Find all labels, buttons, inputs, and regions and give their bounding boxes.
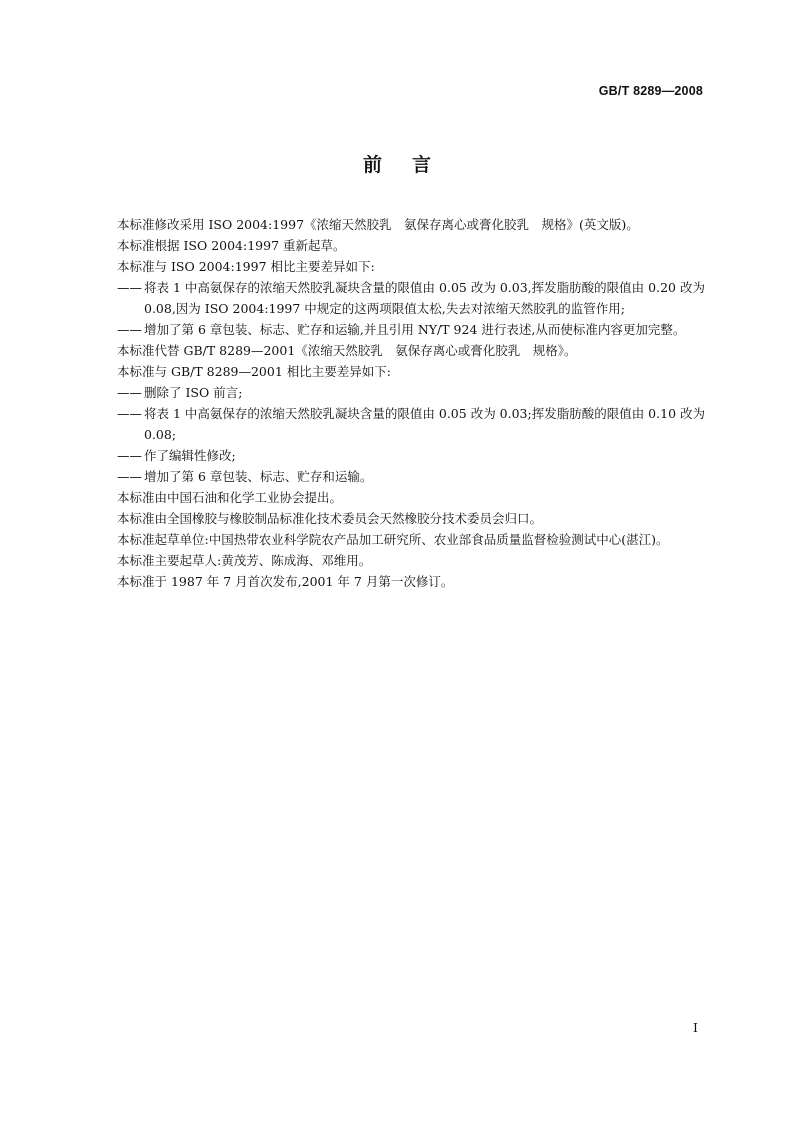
dash-marker: —— bbox=[117, 469, 142, 484]
list-item bbox=[90, 277, 705, 319]
list-item-text: 将表 1 中高氨保存的浓缩天然胶乳凝块含量的限值由 0.05 改为 0.03,挥发脂肪酸的限值由 0.20 改为 0.08,因为 ISO 2004:1997 中规定的这两项限值太松,失去对浓缩天然胶乳的监管作用; bbox=[144, 280, 705, 316]
list-item bbox=[90, 382, 705, 403]
dash-marker: —— bbox=[117, 322, 142, 337]
paragraph: 本标准与 GB/T 8289—2001 相比主要差异如下: bbox=[117, 364, 391, 379]
list-item-text: 作了编辑性修改; bbox=[144, 448, 236, 463]
dash-marker: —— bbox=[117, 406, 142, 421]
paragraph: 本标准主要起草人:黄茂芳、陈成海、邓维用。 bbox=[117, 553, 372, 568]
dash-marker: —— bbox=[117, 280, 142, 295]
page-title: 前言 bbox=[362, 154, 461, 176]
list-item bbox=[90, 466, 705, 487]
document-body bbox=[90, 214, 705, 592]
paragraph: 本标准修改采用 ISO 2004:1997《浓缩天然胶乳 氨保存离心或膏化胶乳 规格》(英文版)。 bbox=[117, 217, 639, 232]
list-item bbox=[90, 403, 705, 445]
paragraph: 本标准由全国橡胶与橡胶制品标准化技术委员会天然橡胶分技术委员会归口。 bbox=[117, 511, 543, 526]
paragraph: 本标准与 ISO 2004:1997 相比主要差异如下: bbox=[117, 259, 375, 274]
list-item bbox=[90, 319, 705, 340]
paragraph: 本标准由中国石油和化学工业协会提出。 bbox=[117, 490, 343, 505]
page-number: I bbox=[693, 1020, 698, 1035]
standard-number: GB/T 8289—2008 bbox=[598, 84, 703, 98]
list-item-text: 将表 1 中高氨保存的浓缩天然胶乳凝块含量的限值由 0.05 改为 0.03;挥发脂肪酸的限值由 0.10 改为 0.08; bbox=[144, 406, 705, 442]
list-item-text: 增加了第 6 章包装、标志、贮存和运输。 bbox=[144, 469, 373, 484]
dash-marker: —— bbox=[117, 385, 142, 400]
list-item-text: 删除了 ISO 前言; bbox=[144, 385, 243, 400]
paragraph: 本标准根据 ISO 2004:1997 重新起草。 bbox=[117, 238, 346, 253]
dash-marker: —— bbox=[117, 448, 142, 463]
list-item-text: 增加了第 6 章包装、标志、贮存和运输,并且引用 NY/T 924 进行表述,从而使标准内容更加完整。 bbox=[144, 322, 686, 337]
list-item bbox=[90, 445, 705, 466]
paragraph: 本标准代替 GB/T 8289—2001《浓缩天然胶乳 氨保存离心或膏化胶乳 规格》。 bbox=[117, 343, 577, 358]
paragraph: 本标准起草单位:中国热带农业科学院农产品加工研究所、农业部食品质量监督检验测试中心(湛江)。 bbox=[117, 532, 669, 547]
paragraph: 本标准于 1987 年 7 月首次发布,2001 年 7 月第一次修订。 bbox=[117, 574, 454, 589]
